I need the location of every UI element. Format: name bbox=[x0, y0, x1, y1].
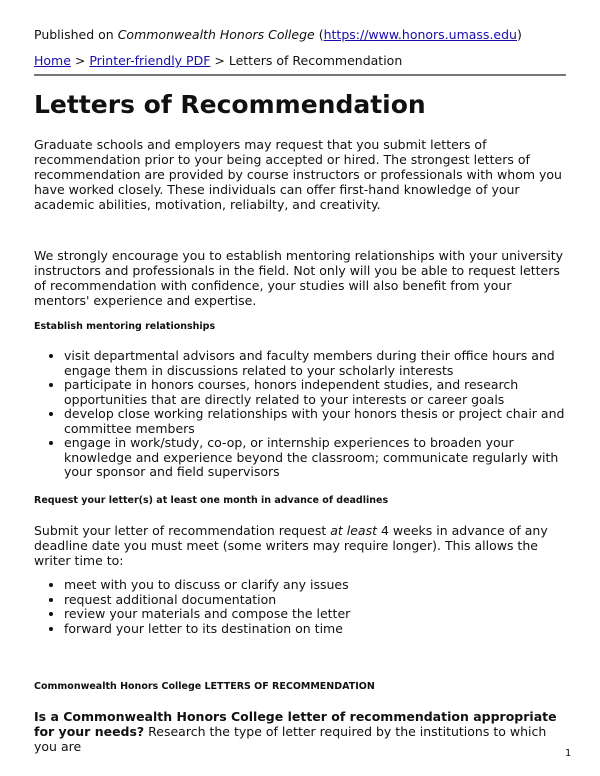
request-emphasis: at least bbox=[330, 523, 378, 538]
chc-heading: Commonwealth Honors College LETTERS OF RECOMMENDATION bbox=[34, 681, 375, 692]
intro-paragraph: Graduate schools and employers may request that you submit letters of recommendation prior to your being accepted or hired. The strongest letters of recommendation are provided by course instructors or professionals with whom you have worked closely. These individuals can offer first-hand knowledge of your academic abilities, motivation, reliabilty, and creativity. bbox=[34, 137, 562, 212]
page-title: Letters of Recommendation bbox=[34, 90, 426, 119]
chc-question: Is a Commonwealth Honors College letter of recommendation appropriate for your needs? bbox=[34, 709, 557, 739]
close-paren: ) bbox=[516, 27, 522, 42]
request-heading: Request your letter(s) at least one month in advance of deadlines bbox=[34, 495, 389, 506]
list-item: • request additional documentation bbox=[64, 593, 566, 608]
request-text-after: 4 weeks in advance of any deadline date you must meet (some writers may require longer). This allows the writer time to: bbox=[34, 523, 548, 568]
list-item: • develop close working relationships with your honors thesis or project chair and committee members bbox=[64, 407, 566, 436]
list-item: • engage in work/study, co-op, or internship experiences to broaden your knowledge and experience beyond the classroom; communicate regularly with your sponsor and field supervisors bbox=[64, 436, 566, 480]
page-number: 1 bbox=[565, 748, 572, 759]
breadcrumb-current: Letters of Recommendation bbox=[228, 53, 403, 68]
published-line bbox=[34, 27, 522, 43]
breadcrumb-separator: > bbox=[70, 53, 90, 68]
breadcrumb bbox=[34, 53, 402, 69]
list-item: • review your materials and compose the letter bbox=[64, 607, 566, 622]
open-paren: ( bbox=[314, 27, 324, 42]
header-divider bbox=[34, 74, 566, 76]
published-prefix: Published on bbox=[34, 27, 118, 42]
list-item: • participate in honors courses, honors independent studies, and research opportunities that are directly related to your interests or career goals bbox=[64, 378, 566, 407]
list-item: • forward your letter to its destination on time bbox=[64, 622, 566, 637]
request-text-before: Submit your letter of recommendation request bbox=[34, 523, 331, 538]
list-item: • visit departmental advisors and faculty members during their office hours and engage them in discussions related to your scholarly interests bbox=[64, 349, 566, 378]
breadcrumb-separator: > bbox=[210, 53, 229, 68]
chc-question-paragraph bbox=[34, 709, 566, 754]
list-item: • meet with you to discuss or clarify any issues bbox=[64, 578, 566, 593]
chc-question-followup: Research the type of letter required by the institutions to which you are bbox=[34, 724, 547, 754]
site-name: Commonwealth Honors College bbox=[117, 27, 315, 42]
breadcrumb-home-link[interactable]: Home bbox=[34, 53, 71, 68]
mentoring-heading: Establish mentoring relationships bbox=[34, 321, 216, 332]
site-url-link[interactable]: https://www.honors.umass.edu bbox=[323, 27, 517, 42]
request-list bbox=[34, 578, 566, 636]
request-paragraph bbox=[34, 523, 566, 568]
encourage-paragraph: We strongly encourage you to establish mentoring relationships with your university instructors and professionals in the field. Not only will you be able to request letters of recommendation with confidence, your studies will also benefit from your mentors' experience and expertise. bbox=[34, 248, 564, 308]
mentoring-list bbox=[34, 349, 566, 480]
breadcrumb-printer-link[interactable]: Printer-friendly PDF bbox=[89, 53, 211, 68]
